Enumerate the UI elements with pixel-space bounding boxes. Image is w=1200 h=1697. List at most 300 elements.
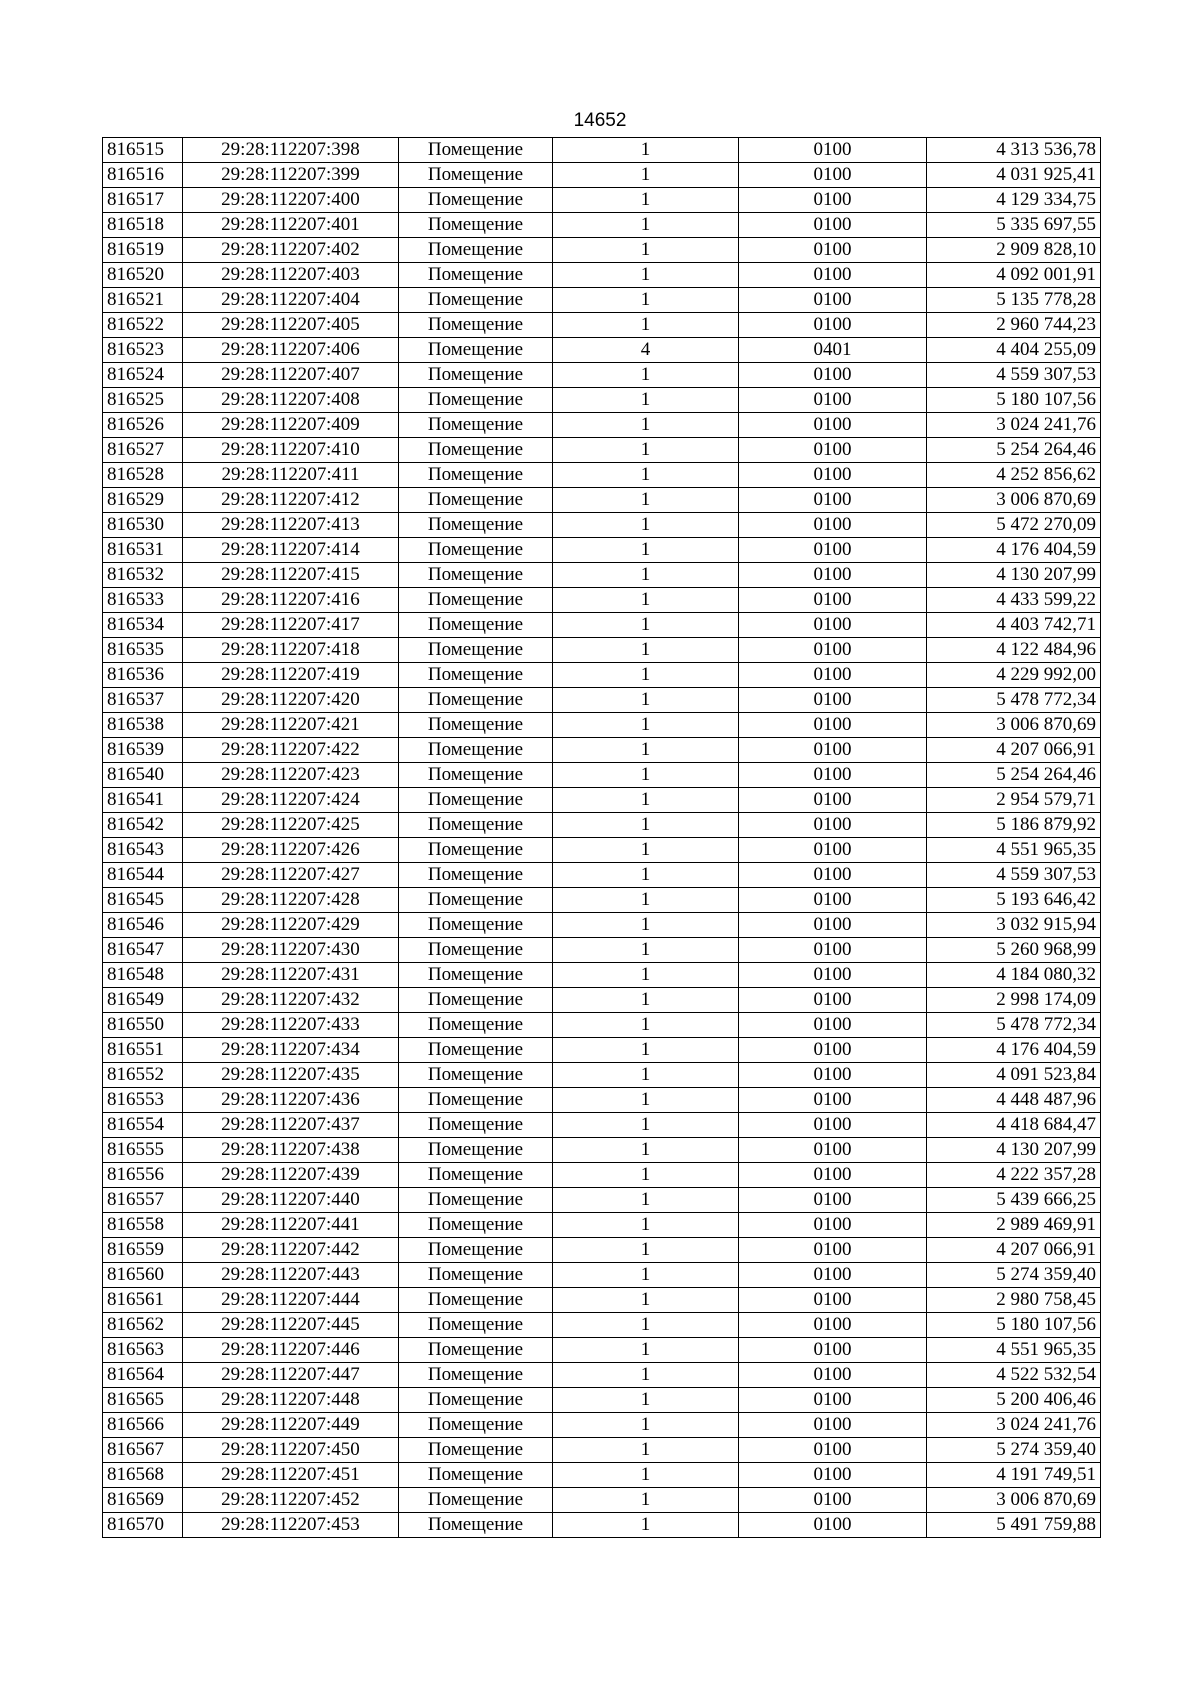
table-row	[103, 1463, 1101, 1488]
row-number-cell: 816565	[103, 1388, 183, 1413]
table-row	[103, 363, 1101, 388]
object-type-cell: Помещение	[399, 663, 553, 688]
count-cell: 1	[553, 963, 739, 988]
count-cell: 1	[553, 888, 739, 913]
table-row	[103, 1513, 1101, 1538]
object-type-cell: Помещение	[399, 138, 553, 163]
cadastral-value-cell: 5 254 264,46	[927, 763, 1101, 788]
count-cell: 1	[553, 1388, 739, 1413]
object-type-cell: Помещение	[399, 1188, 553, 1213]
count-cell: 1	[553, 1013, 739, 1038]
code-cell: 0100	[739, 1488, 927, 1513]
count-cell: 1	[553, 1288, 739, 1313]
object-type-cell: Помещение	[399, 988, 553, 1013]
table-row	[103, 1163, 1101, 1188]
row-number-cell: 816549	[103, 988, 183, 1013]
table-row	[103, 1213, 1101, 1238]
count-cell: 1	[553, 1363, 739, 1388]
count-cell: 1	[553, 188, 739, 213]
object-type-cell: Помещение	[399, 388, 553, 413]
count-cell: 1	[553, 413, 739, 438]
cadastral-value-cell: 4 130 207,99	[927, 1138, 1101, 1163]
code-cell: 0100	[739, 263, 927, 288]
code-cell: 0100	[739, 763, 927, 788]
object-type-cell: Помещение	[399, 1513, 553, 1538]
row-number-cell: 816531	[103, 538, 183, 563]
code-cell: 0100	[739, 363, 927, 388]
cadastral-number-cell: 29:28:112207:445	[183, 1313, 399, 1338]
code-cell: 0100	[739, 1038, 927, 1063]
cadastral-number-cell: 29:28:112207:414	[183, 538, 399, 563]
table-row	[103, 438, 1101, 463]
cadastral-number-cell: 29:28:112207:425	[183, 813, 399, 838]
object-type-cell: Помещение	[399, 1013, 553, 1038]
cadastral-number-cell: 29:28:112207:453	[183, 1513, 399, 1538]
cadastral-number-cell: 29:28:112207:417	[183, 613, 399, 638]
object-type-cell: Помещение	[399, 1238, 553, 1263]
table-row	[103, 1063, 1101, 1088]
object-type-cell: Помещение	[399, 1113, 553, 1138]
object-type-cell: Помещение	[399, 538, 553, 563]
cadastral-value-cell: 5 200 406,46	[927, 1388, 1101, 1413]
object-type-cell: Помещение	[399, 513, 553, 538]
cadastral-number-cell: 29:28:112207:440	[183, 1188, 399, 1213]
table-row	[103, 513, 1101, 538]
cadastral-number-cell: 29:28:112207:410	[183, 438, 399, 463]
object-type-cell: Помещение	[399, 688, 553, 713]
object-type-cell: Помещение	[399, 1413, 553, 1438]
cadastral-number-cell: 29:28:112207:402	[183, 238, 399, 263]
table-row	[103, 138, 1101, 163]
count-cell: 1	[553, 638, 739, 663]
table-row	[103, 463, 1101, 488]
object-type-cell: Помещение	[399, 338, 553, 363]
cadastral-value-cell: 5 478 772,34	[927, 688, 1101, 713]
cadastral-value-cell: 2 980 758,45	[927, 1288, 1101, 1313]
table-row	[103, 663, 1101, 688]
cadastral-number-cell: 29:28:112207:400	[183, 188, 399, 213]
object-type-cell: Помещение	[399, 913, 553, 938]
table-row	[103, 638, 1101, 663]
cadastral-value-cell: 4 559 307,53	[927, 363, 1101, 388]
code-cell: 0100	[739, 1213, 927, 1238]
count-cell: 1	[553, 438, 739, 463]
cadastral-number-cell: 29:28:112207:416	[183, 588, 399, 613]
object-type-cell: Помещение	[399, 488, 553, 513]
code-cell: 0100	[739, 1413, 927, 1438]
cadastral-value-cell: 2 909 828,10	[927, 238, 1101, 263]
row-number-cell: 816536	[103, 663, 183, 688]
table-row	[103, 613, 1101, 638]
row-number-cell: 816547	[103, 938, 183, 963]
row-number-cell: 816551	[103, 1038, 183, 1063]
row-number-cell: 816552	[103, 1063, 183, 1088]
code-cell: 0100	[739, 1238, 927, 1263]
cadastral-number-cell: 29:28:112207:439	[183, 1163, 399, 1188]
row-number-cell: 816546	[103, 913, 183, 938]
count-cell: 1	[553, 1163, 739, 1188]
table-row	[103, 313, 1101, 338]
table-row	[103, 563, 1101, 588]
cadastral-number-cell: 29:28:112207:420	[183, 688, 399, 713]
cadastral-number-cell: 29:28:112207:403	[183, 263, 399, 288]
cadastral-value-cell: 5 180 107,56	[927, 1313, 1101, 1338]
row-number-cell: 816520	[103, 263, 183, 288]
object-type-cell: Помещение	[399, 563, 553, 588]
cadastral-value-cell: 4 222 357,28	[927, 1163, 1101, 1188]
table-row	[103, 238, 1101, 263]
row-number-cell: 816538	[103, 713, 183, 738]
count-cell: 1	[553, 788, 739, 813]
object-type-cell: Помещение	[399, 313, 553, 338]
table-row	[103, 713, 1101, 738]
cadastral-number-cell: 29:28:112207:438	[183, 1138, 399, 1163]
cadastral-number-cell: 29:28:112207:418	[183, 638, 399, 663]
table-row	[103, 1338, 1101, 1363]
code-cell: 0100	[739, 888, 927, 913]
cadastral-number-cell: 29:28:112207:427	[183, 863, 399, 888]
table-row	[103, 263, 1101, 288]
code-cell: 0100	[739, 1263, 927, 1288]
object-type-cell: Помещение	[399, 638, 553, 663]
code-cell: 0100	[739, 838, 927, 863]
table-row	[103, 588, 1101, 613]
table-row	[103, 338, 1101, 363]
code-cell: 0100	[739, 313, 927, 338]
count-cell: 1	[553, 1038, 739, 1063]
registry-table	[102, 137, 1101, 1538]
row-number-cell: 816555	[103, 1138, 183, 1163]
table-row	[103, 788, 1101, 813]
cadastral-value-cell: 5 274 359,40	[927, 1263, 1101, 1288]
count-cell: 1	[553, 513, 739, 538]
cadastral-value-cell: 4 551 965,35	[927, 838, 1101, 863]
code-cell: 0100	[739, 988, 927, 1013]
code-cell: 0100	[739, 1313, 927, 1338]
cadastral-value-cell: 4 403 742,71	[927, 613, 1101, 638]
cadastral-value-cell: 4 130 207,99	[927, 563, 1101, 588]
cadastral-value-cell: 2 998 174,09	[927, 988, 1101, 1013]
object-type-cell: Помещение	[399, 1088, 553, 1113]
table-row	[103, 1413, 1101, 1438]
cadastral-value-cell: 3 006 870,69	[927, 713, 1101, 738]
code-cell: 0100	[739, 1163, 927, 1188]
row-number-cell: 816540	[103, 763, 183, 788]
code-cell: 0100	[739, 213, 927, 238]
row-number-cell: 816569	[103, 1488, 183, 1513]
code-cell: 0100	[739, 288, 927, 313]
count-cell: 1	[553, 1438, 739, 1463]
code-cell: 0100	[739, 1363, 927, 1388]
code-cell: 0100	[739, 188, 927, 213]
row-number-cell: 816537	[103, 688, 183, 713]
row-number-cell: 816519	[103, 238, 183, 263]
cadastral-value-cell: 2 960 744,23	[927, 313, 1101, 338]
cadastral-number-cell: 29:28:112207:421	[183, 713, 399, 738]
row-number-cell: 816559	[103, 1238, 183, 1263]
table-row	[103, 1288, 1101, 1313]
code-cell: 0100	[739, 388, 927, 413]
code-cell: 0100	[739, 1188, 927, 1213]
table-row	[103, 188, 1101, 213]
cadastral-number-cell: 29:28:112207:430	[183, 938, 399, 963]
cadastral-number-cell: 29:28:112207:450	[183, 1438, 399, 1463]
row-number-cell: 816530	[103, 513, 183, 538]
table-row	[103, 288, 1101, 313]
code-cell: 0100	[739, 1138, 927, 1163]
cadastral-number-cell: 29:28:112207:426	[183, 838, 399, 863]
count-cell: 1	[553, 838, 739, 863]
count-cell: 1	[553, 213, 739, 238]
code-cell: 0100	[739, 563, 927, 588]
cadastral-number-cell: 29:28:112207:434	[183, 1038, 399, 1063]
count-cell: 1	[553, 1488, 739, 1513]
row-number-cell: 816521	[103, 288, 183, 313]
code-cell: 0100	[739, 1113, 927, 1138]
table-row	[103, 963, 1101, 988]
cadastral-value-cell: 3 024 241,76	[927, 1413, 1101, 1438]
table-row	[103, 888, 1101, 913]
code-cell: 0100	[739, 1388, 927, 1413]
count-cell: 1	[553, 938, 739, 963]
table-row	[103, 1013, 1101, 1038]
table-row	[103, 1188, 1101, 1213]
table-row	[103, 1138, 1101, 1163]
row-number-cell: 816556	[103, 1163, 183, 1188]
count-cell: 1	[553, 138, 739, 163]
cadastral-number-cell: 29:28:112207:399	[183, 163, 399, 188]
code-cell: 0100	[739, 1288, 927, 1313]
cadastral-value-cell: 5 439 666,25	[927, 1188, 1101, 1213]
table-row	[103, 163, 1101, 188]
page-number: 14652	[573, 110, 627, 131]
count-cell: 1	[553, 363, 739, 388]
table-row	[103, 863, 1101, 888]
object-type-cell: Помещение	[399, 1138, 553, 1163]
count-cell: 1	[553, 263, 739, 288]
table-row	[103, 1488, 1101, 1513]
row-number-cell: 816524	[103, 363, 183, 388]
count-cell: 1	[553, 763, 739, 788]
row-number-cell: 816564	[103, 1363, 183, 1388]
row-number-cell: 816529	[103, 488, 183, 513]
code-cell: 0100	[739, 863, 927, 888]
cadastral-number-cell: 29:28:112207:433	[183, 1013, 399, 1038]
code-cell: 0100	[739, 1088, 927, 1113]
cadastral-number-cell: 29:28:112207:448	[183, 1388, 399, 1413]
table-row	[103, 813, 1101, 838]
code-cell: 0100	[739, 163, 927, 188]
cadastral-number-cell: 29:28:112207:404	[183, 288, 399, 313]
cadastral-number-cell: 29:28:112207:443	[183, 1263, 399, 1288]
count-cell: 1	[553, 663, 739, 688]
object-type-cell: Помещение	[399, 288, 553, 313]
count-cell: 1	[553, 1238, 739, 1263]
row-number-cell: 816563	[103, 1338, 183, 1363]
row-number-cell: 816522	[103, 313, 183, 338]
cadastral-number-cell: 29:28:112207:401	[183, 213, 399, 238]
row-number-cell: 816557	[103, 1188, 183, 1213]
object-type-cell: Помещение	[399, 163, 553, 188]
table-row	[103, 763, 1101, 788]
count-cell: 1	[553, 1188, 739, 1213]
code-cell: 0100	[739, 138, 927, 163]
code-cell: 0100	[739, 588, 927, 613]
object-type-cell: Помещение	[399, 588, 553, 613]
count-cell: 1	[553, 813, 739, 838]
object-type-cell: Помещение	[399, 188, 553, 213]
table-row	[103, 1113, 1101, 1138]
row-number-cell: 816523	[103, 338, 183, 363]
count-cell: 1	[553, 1513, 739, 1538]
count-cell: 1	[553, 863, 739, 888]
code-cell: 0100	[739, 663, 927, 688]
cadastral-number-cell: 29:28:112207:436	[183, 1088, 399, 1113]
cadastral-value-cell: 5 180 107,56	[927, 388, 1101, 413]
row-number-cell: 816553	[103, 1088, 183, 1113]
object-type-cell: Помещение	[399, 363, 553, 388]
row-number-cell: 816527	[103, 438, 183, 463]
table-row	[103, 1388, 1101, 1413]
row-number-cell: 816570	[103, 1513, 183, 1538]
object-type-cell: Помещение	[399, 1163, 553, 1188]
cadastral-value-cell: 4 191 749,51	[927, 1463, 1101, 1488]
code-cell: 0100	[739, 538, 927, 563]
count-cell: 1	[553, 1113, 739, 1138]
registry-table-body	[103, 138, 1101, 1538]
cadastral-number-cell: 29:28:112207:407	[183, 363, 399, 388]
object-type-cell: Помещение	[399, 613, 553, 638]
code-cell: 0100	[739, 913, 927, 938]
cadastral-value-cell: 5 260 968,99	[927, 938, 1101, 963]
table-row	[103, 388, 1101, 413]
row-number-cell: 816516	[103, 163, 183, 188]
code-cell: 0100	[739, 1013, 927, 1038]
cadastral-value-cell: 4 418 684,47	[927, 1113, 1101, 1138]
cadastral-number-cell: 29:28:112207:406	[183, 338, 399, 363]
code-cell: 0100	[739, 963, 927, 988]
code-cell: 0100	[739, 688, 927, 713]
row-number-cell: 816534	[103, 613, 183, 638]
cadastral-value-cell: 3 032 915,94	[927, 913, 1101, 938]
cadastral-value-cell: 5 335 697,55	[927, 213, 1101, 238]
cadastral-value-cell: 4 252 856,62	[927, 463, 1101, 488]
row-number-cell: 816558	[103, 1213, 183, 1238]
cadastral-number-cell: 29:28:112207:446	[183, 1338, 399, 1363]
cadastral-number-cell: 29:28:112207:424	[183, 788, 399, 813]
object-type-cell: Помещение	[399, 413, 553, 438]
code-cell: 0100	[739, 1513, 927, 1538]
cadastral-value-cell: 4 404 255,09	[927, 338, 1101, 363]
cadastral-number-cell: 29:28:112207:413	[183, 513, 399, 538]
count-cell: 1	[553, 913, 739, 938]
object-type-cell: Помещение	[399, 1463, 553, 1488]
count-cell: 1	[553, 388, 739, 413]
object-type-cell: Помещение	[399, 213, 553, 238]
code-cell: 0401	[739, 338, 927, 363]
count-cell: 1	[553, 238, 739, 263]
count-cell: 1	[553, 588, 739, 613]
object-type-cell: Помещение	[399, 1438, 553, 1463]
count-cell: 1	[553, 688, 739, 713]
table-row	[103, 538, 1101, 563]
object-type-cell: Помещение	[399, 763, 553, 788]
row-number-cell: 816515	[103, 138, 183, 163]
object-type-cell: Помещение	[399, 938, 553, 963]
cadastral-number-cell: 29:28:112207:447	[183, 1363, 399, 1388]
cadastral-number-cell: 29:28:112207:428	[183, 888, 399, 913]
count-cell: 4	[553, 338, 739, 363]
object-type-cell: Помещение	[399, 813, 553, 838]
code-cell: 0100	[739, 1338, 927, 1363]
cadastral-value-cell: 5 472 270,09	[927, 513, 1101, 538]
count-cell: 1	[553, 1088, 739, 1113]
table-row	[103, 1363, 1101, 1388]
object-type-cell: Помещение	[399, 238, 553, 263]
code-cell: 0100	[739, 738, 927, 763]
table-row	[103, 413, 1101, 438]
object-type-cell: Помещение	[399, 438, 553, 463]
cadastral-number-cell: 29:28:112207:419	[183, 663, 399, 688]
cadastral-value-cell: 4 207 066,91	[927, 738, 1101, 763]
row-number-cell: 816554	[103, 1113, 183, 1138]
object-type-cell: Помещение	[399, 1038, 553, 1063]
cadastral-number-cell: 29:28:112207:451	[183, 1463, 399, 1488]
cadastral-value-cell: 2 954 579,71	[927, 788, 1101, 813]
cadastral-number-cell: 29:28:112207:405	[183, 313, 399, 338]
count-cell: 1	[553, 288, 739, 313]
row-number-cell: 816541	[103, 788, 183, 813]
table-row	[103, 1438, 1101, 1463]
count-cell: 1	[553, 1413, 739, 1438]
cadastral-value-cell: 3 006 870,69	[927, 488, 1101, 513]
count-cell: 1	[553, 613, 739, 638]
object-type-cell: Помещение	[399, 463, 553, 488]
table-row	[103, 913, 1101, 938]
cadastral-number-cell: 29:28:112207:441	[183, 1213, 399, 1238]
row-number-cell: 816562	[103, 1313, 183, 1338]
cadastral-value-cell: 5 186 879,92	[927, 813, 1101, 838]
object-type-cell: Помещение	[399, 863, 553, 888]
table-row	[103, 1313, 1101, 1338]
cadastral-number-cell: 29:28:112207:429	[183, 913, 399, 938]
row-number-cell: 816542	[103, 813, 183, 838]
cadastral-value-cell: 4 448 487,96	[927, 1088, 1101, 1113]
cadastral-number-cell: 29:28:112207:408	[183, 388, 399, 413]
object-type-cell: Помещение	[399, 838, 553, 863]
table-row	[103, 213, 1101, 238]
cadastral-value-cell: 4 551 965,35	[927, 1338, 1101, 1363]
count-cell: 1	[553, 1338, 739, 1363]
count-cell: 1	[553, 313, 739, 338]
cadastral-value-cell: 5 478 772,34	[927, 1013, 1101, 1038]
count-cell: 1	[553, 1063, 739, 1088]
row-number-cell: 816548	[103, 963, 183, 988]
row-number-cell: 816533	[103, 588, 183, 613]
code-cell: 0100	[739, 638, 927, 663]
cadastral-value-cell: 4 122 484,96	[927, 638, 1101, 663]
cadastral-value-cell: 3 006 870,69	[927, 1488, 1101, 1513]
object-type-cell: Помещение	[399, 738, 553, 763]
row-number-cell: 816561	[103, 1288, 183, 1313]
row-number-cell: 816528	[103, 463, 183, 488]
cadastral-value-cell: 4 091 523,84	[927, 1063, 1101, 1088]
code-cell: 0100	[739, 238, 927, 263]
cadastral-number-cell: 29:28:112207:409	[183, 413, 399, 438]
table-row	[103, 1238, 1101, 1263]
object-type-cell: Помещение	[399, 263, 553, 288]
row-number-cell: 816517	[103, 188, 183, 213]
